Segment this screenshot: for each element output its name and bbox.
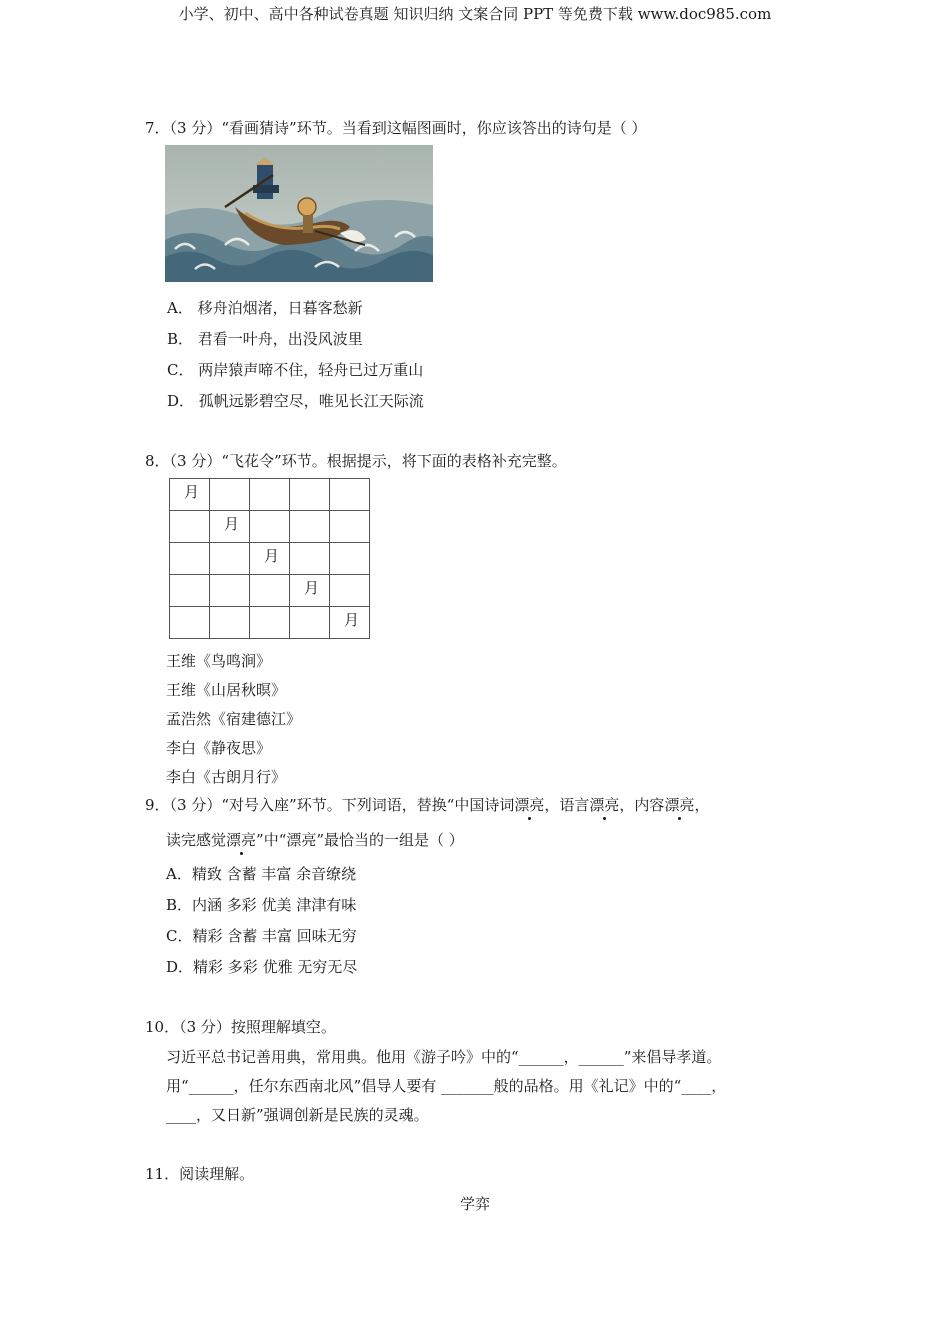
grid-cell — [290, 543, 330, 575]
grid-cell — [330, 543, 370, 575]
question-8-hint-1: 王维《鸟鸣涧》 — [166, 652, 272, 670]
fill-text: ，又日新”强调创新是民族的灵魂。 — [196, 1106, 429, 1124]
grid-cell — [170, 575, 210, 607]
stem-text: ，内容 — [619, 796, 665, 814]
grid-cell — [250, 511, 290, 543]
grid-cell — [210, 543, 250, 575]
question-8-hint-5: 李白《古朗月行》 — [166, 768, 287, 786]
fill-text: ， — [711, 1077, 727, 1095]
grid-cell — [290, 511, 330, 543]
emphasized-word: 漂亮 — [589, 796, 620, 814]
question-7-option-c: C． 两岸猿声啼不住，轻舟已过万重山 — [167, 361, 424, 379]
page-header: 小学、初中、高中各种试卷真题 知识归纳 文案合同 PPT 等免费下载 www.doc985.com — [178, 5, 772, 23]
grid-cell: 月 — [290, 575, 330, 607]
question-8-hint-2: 王维《山居秋暝》 — [166, 681, 287, 699]
question-11-stem: 11．阅读理解。 — [145, 1165, 255, 1183]
stem-text: ”中“漂亮”最恰当的一组是（ ） — [256, 831, 464, 849]
page-footer: 学弈 — [459, 1195, 490, 1213]
question-7-option-a: A． 移舟泊烟渚，日暮客愁新 — [167, 299, 363, 317]
grid-cell: 月 — [330, 607, 370, 639]
question-7-option-d: D． 孤帆远影碧空尽，唯见长江天际流 — [167, 392, 424, 410]
feihualing-grid — [169, 478, 370, 639]
question-8-stem: 8．（3 分）“飞花令”环节。根据提示，将下面的表格补充完整。 — [145, 452, 567, 470]
emphasized-word — [514, 796, 544, 814]
grid-cell — [210, 607, 250, 639]
grid-cell: 月 — [250, 543, 290, 575]
fill-text: ，任尔东西南北风”倡导人要有 — [233, 1077, 442, 1095]
grid-cell — [330, 511, 370, 543]
grid-cell — [170, 543, 210, 575]
question-10-line-2 — [166, 1075, 726, 1096]
painting-boat-on-waves — [165, 145, 433, 282]
question-10-line-1 — [166, 1046, 721, 1067]
fill-text: ”来倡导孝道。 — [623, 1048, 722, 1066]
fill-text: ， — [563, 1048, 579, 1066]
emph-text: 漂亮 — [514, 796, 545, 814]
grid-cell — [250, 607, 290, 639]
grid-cell: 月 — [210, 511, 250, 543]
stem-text: ， — [694, 796, 710, 814]
stem-text: 读完感觉 — [166, 831, 227, 849]
question-9-option-b: B．内涵 多彩 优美 津津有味 — [166, 896, 357, 914]
question-8-hint-3: 孟浩然《宿建德江》 — [166, 710, 302, 728]
grid-cell — [330, 575, 370, 607]
question-10-stem: 10．（3 分）按照理解填空。 — [145, 1018, 336, 1036]
question-9-option-a: A．精致 含蓄 丰富 余音缭绕 — [166, 865, 357, 883]
grid-cell — [210, 575, 250, 607]
fill-blank[interactable]: ______ — [578, 1048, 624, 1066]
fill-blank[interactable]: _______ — [441, 1077, 494, 1095]
grid-cell — [290, 479, 330, 511]
question-8-hint-4: 李白《静夜思》 — [166, 739, 272, 757]
fill-text: 习近平总书记善用典，常用典。他用《游子吟》中的“ — [166, 1048, 519, 1066]
fill-blank[interactable]: ______ — [188, 1077, 234, 1095]
emphasized-word: 漂亮 — [226, 831, 257, 849]
question-7-option-b: B． 君看一叶舟，出没风波里 — [167, 330, 363, 348]
question-9-stem-line-2 — [166, 829, 464, 850]
question-9-stem-line-1 — [145, 794, 709, 815]
grid-cell — [290, 607, 330, 639]
grid-cell: 月 — [170, 479, 210, 511]
question-10-line-3 — [166, 1104, 429, 1125]
stem-text: ，语言 — [544, 796, 590, 814]
grid-cell — [170, 511, 210, 543]
emphasized-word: 漂亮 — [664, 796, 695, 814]
grid-cell — [250, 479, 290, 511]
fill-text: 用“ — [166, 1077, 189, 1095]
grid-cell — [250, 575, 290, 607]
fill-blank[interactable]: ______ — [518, 1048, 564, 1066]
grid-cell — [330, 479, 370, 511]
question-7-stem: 7．（3 分）“看画猜诗”环节。当看到这幅图画时，你应该答出的诗句是（ ） — [145, 119, 647, 137]
fill-blank[interactable]: ____ — [681, 1077, 712, 1095]
grid-cell — [170, 607, 210, 639]
question-9-option-c: C．精彩 含蓄 丰富 回味无穷 — [166, 927, 357, 945]
grid-cell — [210, 479, 250, 511]
fill-text: 般的品格。用《礼记》中的“ — [493, 1077, 682, 1095]
question-9-option-d: D．精彩 多彩 优雅 无穷无尽 — [166, 958, 358, 976]
fill-blank[interactable]: ____ — [166, 1106, 196, 1124]
stem-text: 9．（3 分）“对号入座”环节。下列词语，替换“中国诗词 — [145, 796, 515, 814]
